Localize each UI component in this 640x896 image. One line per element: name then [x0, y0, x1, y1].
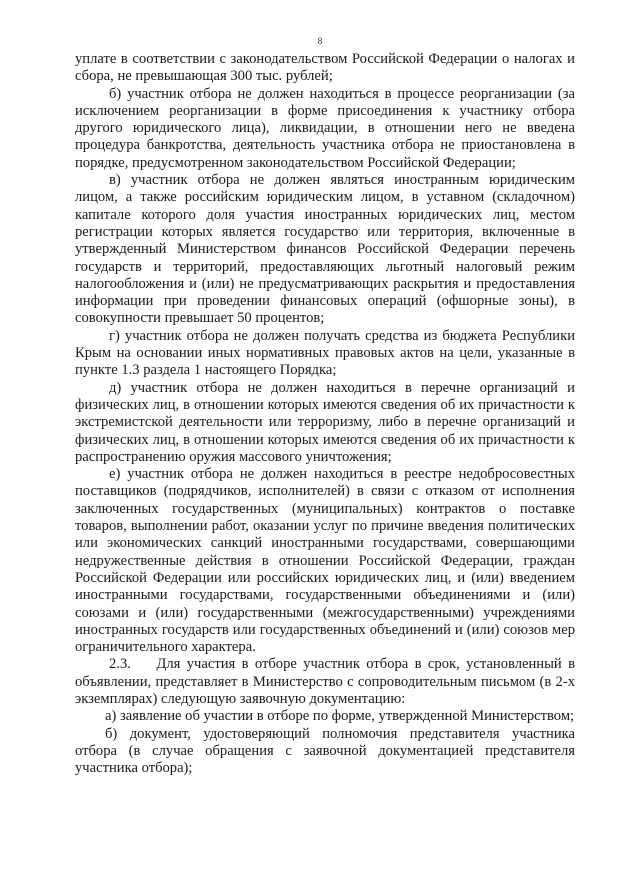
page-number: 8 [317, 36, 323, 46]
paragraph-b-representative-document: б) документ, удостоверяющий полномочия представителя участника отбора (в случае обращения с заявочной документацией представителя участника отбора); [75, 725, 575, 777]
paragraph-tax-debt-continuation: уплате в соответствии с законодательством Российской Федерации о налогах и сбора, не превышающая 300 тыс. рублей; [75, 51, 575, 85]
paragraph-d-extremism-list: д) участник отбора не должен находиться в перечне организаций и физических лиц, в отношении которых имеются сведения об их причастности к экстремистской деятельности или терроризму, либо в перечне организаций и физических лиц, в отношении которых имеются сведения об их причастности к распространению оружия массового уничтожения; [75, 379, 575, 465]
paragraph-a-application-form: а) заявление об участии в отборе по форме, утвержденной Министерством; [105, 708, 575, 725]
paragraph-v-foreign-entity: в) участник отбора не должен являться иностранным юридическим лицом, а также российским юридическим лицом, в уставном (складочном) капитале которого доля участия иностранных юридических лиц, местом регистрации которых является государство или территория, включенные в утвержденный Министерством финансов Российской Федерации перечень государств и территорий, предоставляющих льготный налоговый режим налогообложения и (или) не предусматривающих раскрытия и предоставления информации при проведении финансовых операций (офшорные зоны), в совокупности превышает 50 процентов; [75, 172, 575, 327]
document-body [75, 51, 575, 777]
paragraph-e-unscrupulous-suppliers: е) участник отбора не должен находиться в реестре недобросовестных поставщиков (подрядчиков, исполнителей) в связи с отказом от исполнения заключенных государственных (муниципальных) контрактов о поставке товаров, выполнении работ, оказании услуг по причине введения политических или экономических санкций иностранными государствами, совершающими недружественные действия в отношении Российской Федерации, граждан Российской Федерации или российских юридических лиц, и (или) введением иностранными государствами, государственными объединениями и (или) союзами и (или) государственными (межгосударственными) учреждениями иностранных государств или государственных объединений и (или) союзов мер ограничительного характера. [75, 466, 575, 656]
paragraph-g-budget-funds: г) участник отбора не должен получать средства из бюджета Республики Крым на основании иных нормативных правовых актов на цели, указанные в пункте 1.3 раздела 1 настоящего Порядка; [75, 327, 575, 379]
paragraph-2-3-application: 2.3. Для участия в отборе участник отбора в срок, установленный в объявлении, представляет в Министерство с сопроводительным письмом (в 2-х экземплярах) следующую заявочную документацию: [75, 656, 575, 707]
paragraph-b-reorganization: б) участник отбора не должен находиться в процессе реорганизации (за исключением реорганизации в форме присоединения к участнику отбора другого юридического лица), ликвидации, в отношении него не введена процедура банкротства, деятельность участника отбора не приостановлена в порядке, предусмотренном законодательством Российской Федерации; [75, 85, 575, 171]
